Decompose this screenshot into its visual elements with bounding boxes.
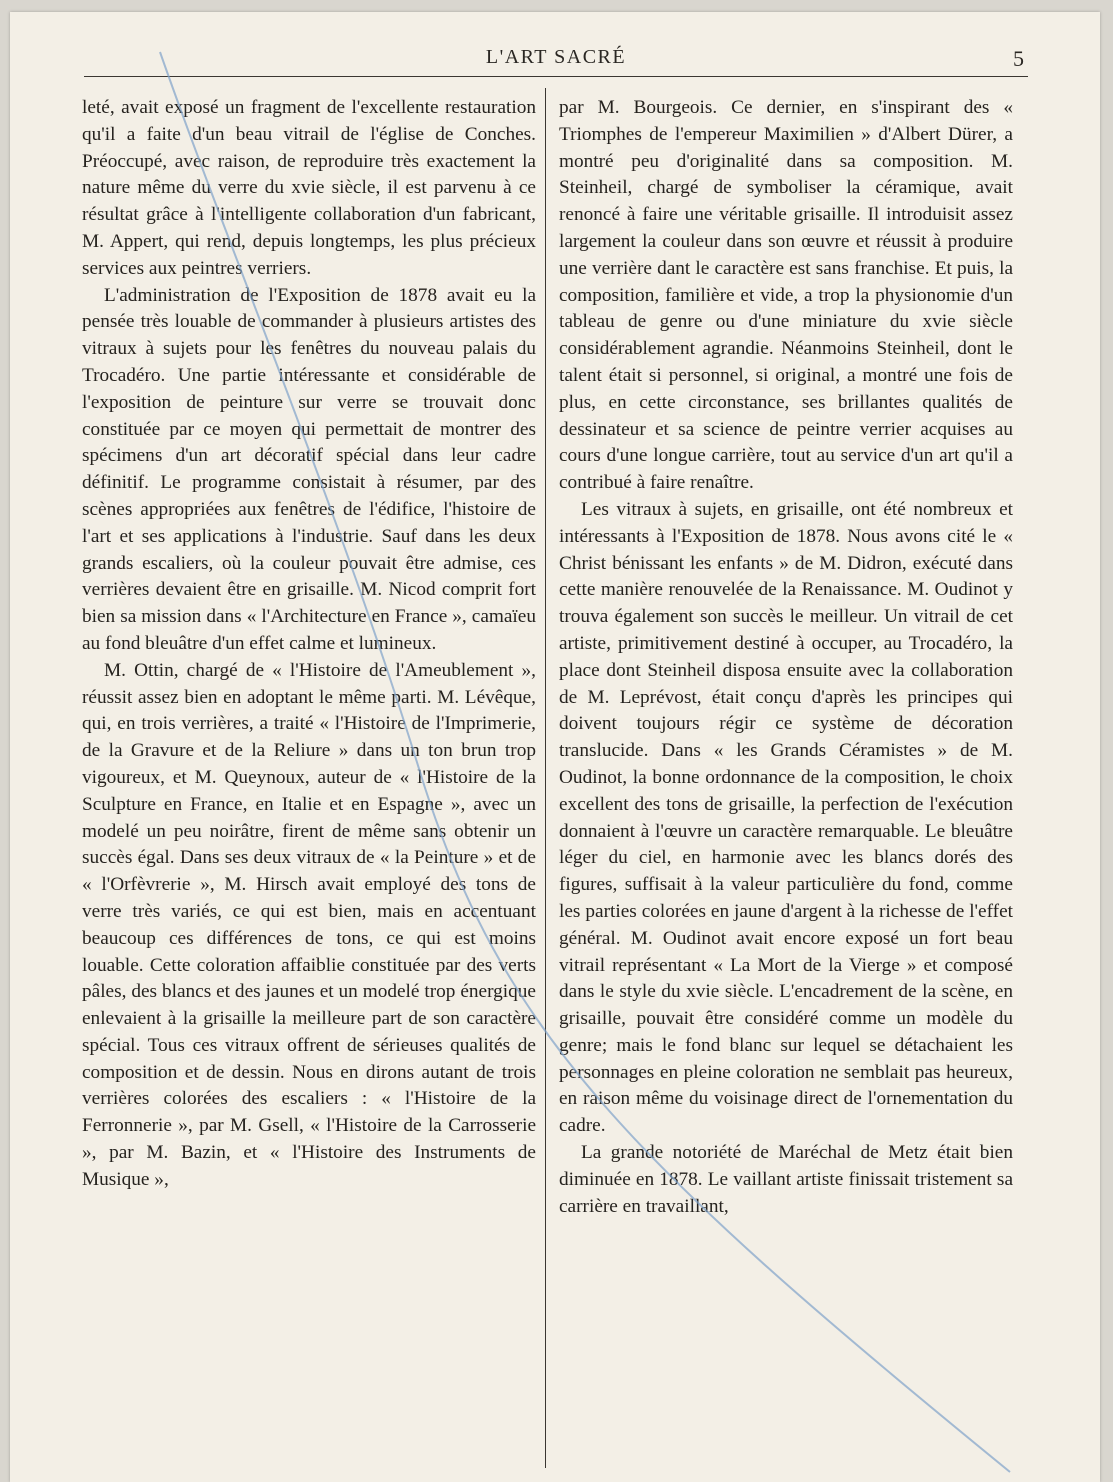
paragraph: leté, avait exposé un fragment de l'excellente restauration qu'il a faite d'un beau vitrail de l'église de Conches. Préoccupé, avec raison, de reproduire très exactement la nature même du verre du xvie siècle, il est parvenu à ce résultat grâce à l'intelligente collaboration d'un fabricant, M. Appert, qui rend, depuis longtemps, les plus précieux services aux peintres verriers. [82,97,536,279]
column-divider [545,88,546,1468]
paragraph: M. Ottin, chargé de « l'Histoire de l'Ameublement », réussit assez bien en adoptant le même parti. M. Lévêque, qui, en trois verrières, a traité « l'Histoire de l'Imprimerie, de la Gravure et de la Reliure » dans un ton brun trop vigoureux, et M. Queynoux, auteur de « l'Histoire de la Sculpture en France, en Italie et en Espagne », avec un modelé un peu noirâtre, firent de même sans obtenir un succès égal. Dans ses deux vitraux de « la Peinture » et de « l'Orfèvrerie », M. Hirsch avait employé des tons de verre très variés, ce qui est bien, mais en accentuant beaucoup ces différences de tons, ce qui est moins louable. Cette coloration affaiblie constituée par des verts pâles, des blancs et des jaunes et un modelé trop énergique enlevaient à la grisaille la meilleure part de son caractère spécial. Tous ces vitraux offrent de sérieuses qualités de composition et de dessin. Nous en dirons autant de trois verrières colorées des escaliers : « l'Histoire de la Ferronnerie », par M. Gsell, « l'Histoire de la Carrosserie », par M. Bazin, et « l'Histoire des Instruments de Musique », [82,659,536,1190]
document-page [10,12,1100,1482]
page-number: 5 [1013,46,1024,71]
left-column [82,95,536,1194]
paragraph: L'administration de l'Exposition de 1878 avait eu la pensée très louable de commander à plusieurs artistes des vitraux à sujets pour les fenêtres du nouveau palais du Trocadéro. Une partie intéressante et considérable de l'exposition de peinture sur verre se trouvait donc constituée par ce moyen qui permettait de montrer des spécimens d'un art décoratif spécial dans leur cadre définitif. Le programme consistait à résumer, par des scènes appropriées aux fenêtres de l'édifice, l'histoire de l'art et ses applications à l'industrie. Sauf dans les deux grands escaliers, où la couleur pouvait être admise, ces verrières devaient être en grisaille. M. Nicod comprit fort bien sa mission dans « l'Architecture en France », camaïeu au fond bleuâtre d'un effet calme et lumineux. [82,284,536,654]
paragraph: Les vitraux à sujets, en grisaille, ont été nombreux et intéressants à l'Exposition de 1878. Nous avons cité le « Christ bénissant les enfants » de M. Didron, exécuté dans cette manière renouvelée de la Renaissance. M. Oudinot y trouva également son succès le meilleur. Un vitrail de cet artiste, primitivement destiné à occuper, au Trocadéro, la place dont Steinheil disposa ensuite avec la collaboration de M. Leprévost, était conçu d'après les principes qui doivent toujours régir ce système de décoration translucide. Dans « les Grands Céramistes » de M. Oudinot, la bonne ordonnance de la composition, le choix excellent des tons de grisaille, la perfection de l'exécution donnaient à l'œuvre un caractère remarquable. Le bleuâtre léger du ciel, en harmonie avec les blancs dorés des figures, suffisait à la valeur particulière du fond, comme les parties colorées en jaune d'argent à la richesse de l'effet général. M. Oudinot avait encore exposé un fort beau vitrail représentant « La Mort de la Vierge » et composé dans le style du xvie siècle. L'encadrement de la scène, en grisaille, pouvait être considéré comme un modèle du genre; mais le fond blanc sur lequel se détachaient les personnages en pleine coloration ne semblait pas heureux, en raison même du voisinage direct de l'ornementation du cadre. [559,498,1013,1137]
paragraph: par M. Bourgeois. Ce dernier, en s'inspirant des « Triomphes de l'empereur Maximilien » d'Albert Dürer, a montré peu d'originalité dans sa composition. M. Steinheil, chargé de symboliser la céramique, avait renoncé à faire une véritable grisaille. Il introduisit assez largement la couleur dans son œuvre et réussit à produire une verrière dant le caractère est sans franchise. Et puis, la composition, familière et vide, a trop la physionomie d'un tableau de genre ou d'une miniature du xvie siècle considérablement agrandie. Néanmoins Steinheil, dont le talent était si personnel, si original, a montré une fois de plus, en cette circonstance, ses brillantes qualités de dessinateur et sa science de peintre verrier acquises au cours d'une longue carrière, tout au service d'un art qu'il a contribué à faire renaître. [559,97,1013,494]
running-header [84,46,1028,86]
header-rule [84,76,1028,77]
paragraph: La grande notoriété de Maréchal de Metz était bien diminuée en 1878. Le vaillant artiste finissait tristement sa carrière en travaillant, [559,1142,1013,1217]
right-column [559,95,1013,1220]
journal-title: L'ART SACRÉ [485,46,627,68]
